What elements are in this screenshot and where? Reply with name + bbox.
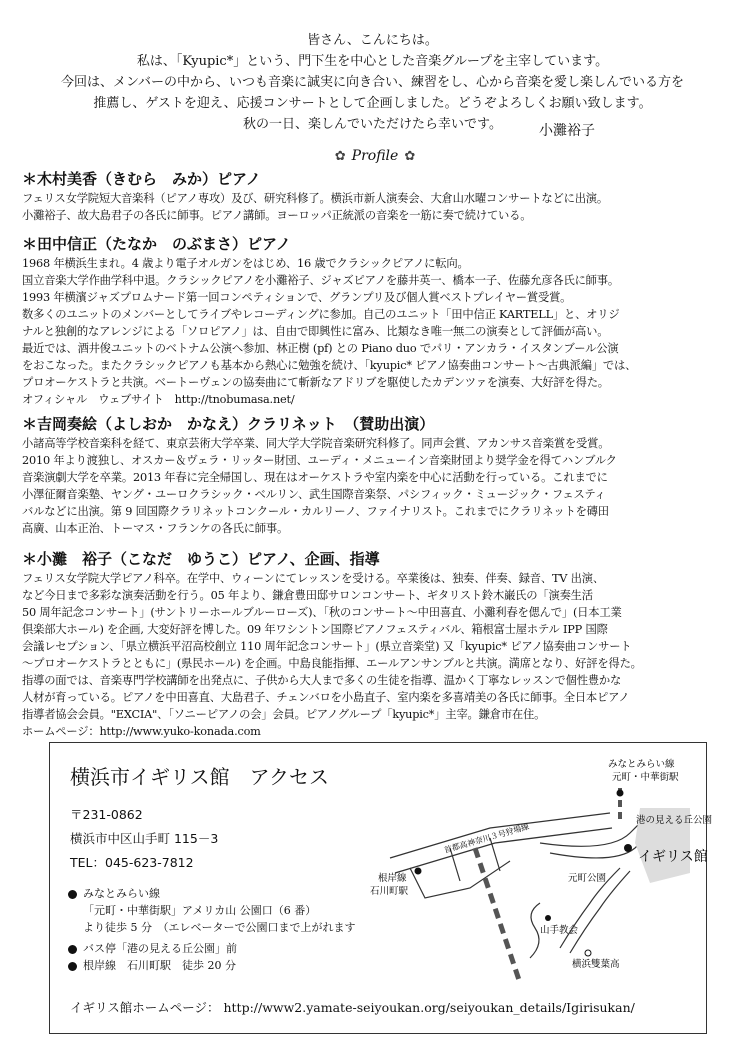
postal-code: 〒231-0862: [70, 807, 143, 822]
profile-text: フェリス女学院大学ピアノ科卒。在学中、ウィーンにてレッスンを受ける。卒業後は、独奏、伴奏、録音、TV 出演、: [22, 572, 604, 585]
route-head: みなとみらい線: [83, 887, 160, 900]
profile-text: 会議レセプション、「県立横浜平沼高校創立 110 周年記念コンサート」(県立音楽堂) 又「kyupic* ピアノ協奏曲コンサート: [22, 640, 632, 653]
station-marker: [415, 868, 422, 875]
address: 横浜市中区山手町 115－3: [70, 831, 219, 846]
route-negishi: [68, 957, 236, 974]
route-detail: より徒歩 5 分 （エレベーターで公園口まで上がれます: [83, 921, 356, 934]
profile-kimura: [22, 168, 722, 224]
profile-text: ナルと独創的なアレンジによる「ソロピアノ」は、自由で即興性に富み、比類なき唯一無二の演奏として評価が高い。: [22, 325, 609, 338]
profile-text: 2010 年より渡独し、オスカー＆ヴェラ・リッター財団、ユーディ・メニューイン音楽財団より奨学金を得てハンブルク: [22, 454, 617, 467]
profile-text: 指導者協会会員。"EXCIA"、「ソニーピアノの会」会員。ピアノグループ「kyupic*」主宰。鎌倉市在住。: [22, 708, 546, 721]
route-bus: [68, 940, 237, 957]
map-label: 横浜雙葉高: [572, 959, 620, 970]
profile-text: 指導の面では、音楽専門学校講師を出発点に、子供から大人まで多くの生徒を指導、温かく丁寧なレッスンで個性豊かな: [22, 674, 622, 687]
profile-text: 人材が育っている。ピアノを中田喜直、大島君子、チェンバロを小島直子、室内楽を多喜靖美の各氏に師事。全日本ピアノ: [22, 691, 630, 704]
profile-text: 1993 年横濱ジャズプロムナード第一回コンペティションで、グランプリ及び個人賞ベストプレイヤー賞受賞。: [22, 291, 572, 304]
profile-heading: [300, 148, 450, 164]
map-label: 元町・中華街駅: [612, 772, 679, 783]
route-minatomirai: [68, 885, 356, 936]
route-detail: 「元町・中華街駅」アメリカ山 公園口（6 番）: [83, 904, 317, 917]
bullet-icon: [68, 945, 77, 954]
bullet-icon: [68, 962, 77, 971]
flower-icon: ✿: [404, 149, 416, 164]
profile-text: プロオーケストラと共演。ベートーヴェンの協奏曲にて斬新なアドリブを駆使したカデンツァを演奏、大好評を得た。: [22, 376, 609, 389]
profile-text: 50 周年記念コンサート」(サントリーホールブルーローズ)、「秋のコンサート～中田喜直、小灘利春を偲んで」(日本工業: [22, 606, 622, 619]
profile-konada: [22, 548, 722, 740]
profile-text: フェリス女学院短大音楽科（ピアノ専攻）及び、研究科修了。横浜市新人演奏会、大倉山水曜コンサートなどに出演。: [22, 192, 608, 205]
access-title: 横浜市イギリス館 アクセス: [70, 765, 329, 789]
profile-yoshioka: [22, 413, 722, 537]
greeting-line: 推薦し、ゲストを迎え、応援コンサートとして企画しました。どうぞよろしくお願い致します。: [93, 96, 652, 111]
greeting-line: 今回は、メンバーの中から、いつも音楽に誠実に向き合い、練習をし、心から音楽を愛し楽しんでいる方を: [60, 75, 685, 90]
profile-text: 音楽演劇大学を卒業。2013 年春に完全帰国し、現在はオーケストラや室内楽を中心に活動を行っている。これまでに: [22, 471, 608, 484]
profile-tanaka: [22, 233, 722, 408]
profile-name: ＊吉岡奏絵（よしおか かなえ）クラリネット （賛助出演）: [22, 415, 435, 433]
profile-text: バルなどに出演。第 9 回国際クラリネットコンクール・カルリーノ、ファイナリスト。これまでにクラリネットを磚田: [22, 505, 609, 518]
greeting-line: 秋の一日、楽しんでいただけたら幸いです。: [243, 117, 502, 132]
profile-text: など今日まで多彩な演奏活動を行う。05 年より、鎌倉豊田邸サロンコンサート、ギタリスト鈴木巌氏の「演奏生活: [22, 589, 593, 602]
profile-text: 小灘裕子、故大島君子の各氏に師事。ピアノ講師。ヨーロッパ正統派の音楽を一筋に奏で続けている。: [22, 209, 532, 222]
map-label: 根岸線: [378, 873, 407, 884]
profile-text: 小澤征爾音楽塾、ヤング・ユーロクラシック・ベルリン、武生国際音楽祭、パシフィック・ミュージック・フェスティ: [22, 488, 606, 501]
map-label: イギリス館: [638, 849, 708, 865]
access-map: [350, 753, 713, 983]
map-label: 港の見える丘公園: [636, 815, 713, 826]
signature: 小灘裕子: [539, 123, 595, 139]
flower-icon: ✿: [334, 149, 346, 164]
profile-text: ～プロオーケストラとともに」(県民ホール) を企画。中島良能指揮、エールアンサンブルと共演。満席となり、好評を得た。: [22, 657, 642, 670]
telephone: TEL：045-623-7812: [70, 855, 194, 870]
greeting-line: 私は、「Kyupic*」という、門下生を中心とした音楽グループを主宰しています。: [136, 54, 609, 69]
venue-marker: [624, 844, 632, 852]
highway-road: [390, 813, 612, 898]
profile-name: ＊小灘 裕子（こなだ ゆうこ）ピアノ、企画、指導: [22, 550, 380, 568]
profile-text: 1968 年横浜生まれ。4 歳より電子オルガンをはじめ、16 歳でクラシックピアノに転向。: [22, 257, 469, 270]
map-label: 首都高神奈川３号狩場線: [443, 822, 531, 855]
profile-text: をおこなった。またクラシックピアノも基本から熱心に勉強を続け、「kyupic* ピアノ協奏曲コンサート～古典派編」では、: [22, 359, 637, 372]
profile-text: 高廣、山本正治、トーマス・フランケの各氏に師事。: [22, 522, 289, 535]
homepage-link[interactable]: イギリス館ホームページ： http://www2.yamate-seiyoukan.org/seiyoukan_details/Igirisukan/: [70, 1000, 635, 1015]
greeting-line: 皆さん、こんにちは。: [307, 33, 438, 48]
profile-name: ＊木村美香（きむら みか）ピアノ: [22, 170, 261, 188]
profile-text: 小諸高等学校音楽科を経て、東京芸術大学卒業、同大学大学院音楽研究科修了。同声会賞、アカンサス音楽賞を受賞。: [22, 437, 610, 450]
church-marker: [545, 915, 551, 921]
profile-title: Profile: [351, 148, 399, 164]
profile-name: ＊田中信正（たなか のぶまさ）ピアノ: [22, 235, 291, 253]
profile-text: 国立音楽大学作曲学科中退。クラシックピアノを小灘裕子、ジャズピアノを藤井英一、橋本一子、佐藤允彦各氏に師事。: [22, 274, 619, 287]
map-label: 元町公園: [568, 873, 607, 884]
route-head: 根岸線 石川町駅 徒歩 20 分: [83, 959, 236, 972]
greeting: [40, 30, 705, 135]
map-label: 山手教会: [540, 925, 579, 936]
profile-text: ホームページ：http://www.yuko-konada.com: [22, 725, 261, 738]
profile-text: 最近では、酒井俊ユニットのベトナム公演へ参加、林正樹 (pf) との Piano duo でパリ・アンカラ・イスタンブール公演: [22, 342, 619, 355]
map-label: 石川町駅: [370, 886, 409, 897]
profile-text: 数多くのユニットのメンバーとしてライブやレコーディングに参加。自己のユニット「田中信正 KARTELL」と、オリジ: [22, 308, 620, 321]
access-box: [49, 742, 713, 1034]
school-marker: [585, 950, 591, 956]
bullet-icon: [68, 890, 77, 899]
map-label: みなとみらい線: [608, 759, 675, 770]
profile-text: オフィシャル ウェブサイト http://tnobumasa.net/: [22, 393, 295, 406]
railway-line: [475, 848, 520, 983]
route-head: バス停「港の見える丘公園」前: [83, 942, 237, 955]
profile-text: 倶楽部大ホール) を企画, 大変好評を博した。09 年ワシントン国際ピアノフェスティバル、箱根富士屋ホテル IPP 国際: [22, 623, 608, 636]
station-marker: [617, 790, 624, 797]
